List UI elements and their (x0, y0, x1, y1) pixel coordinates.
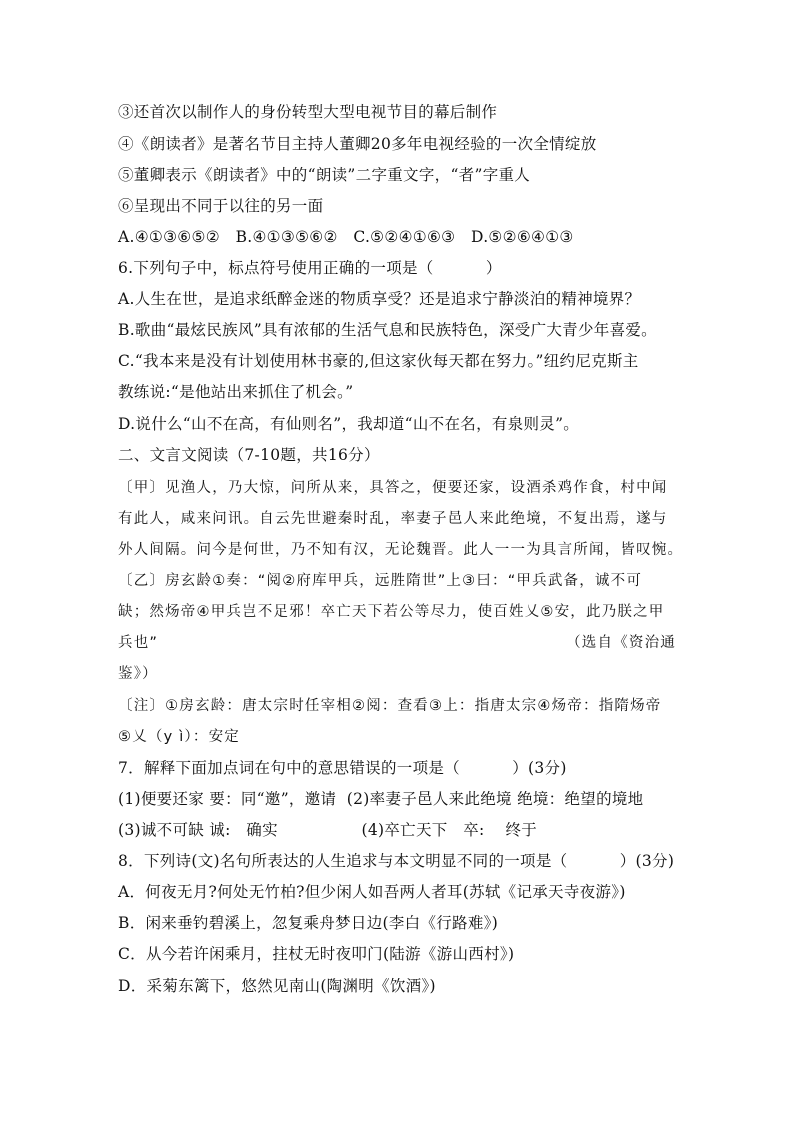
option-item-6: ⑥呈现出不同于以往的另一面 (118, 197, 324, 215)
option-item-5: ⑤董卿表示《朗读者》中的“朗读”二字重文字，“者”字重人 (118, 166, 531, 184)
question-7: 7．解释下面加点词在句中的意思错误的一项是（ ）(3分) (118, 759, 567, 777)
q6-choice-b: B.歌曲“最炫民族风”具有浓郁的生活气息和民族特色，深受广大青少年喜爱。 (118, 321, 657, 339)
q8-choice-c: C．从今若许闲乘月，拄杖无时夜叩门(陆游《游山西村》) (118, 945, 515, 963)
passage-jia-line-1: 〔甲〕见渔人，乃大惊，问所从来，具答之，便要还家，设酒杀鸡作食，村中闻 (118, 480, 668, 496)
annotation-line-2: ⑤乂（y ì）：安定 (118, 729, 240, 745)
passage-jia-line-2: 有此人，咸来问讯。自云先世避秦时乱，率妻子邑人来此绝境，不复出焉，遂与 (118, 511, 668, 527)
passage-yi-line-1: 〔乙〕房玄龄①奏：“阅②府库甲兵，远胜隋世”上③曰：“甲兵武备，诚不可 (118, 573, 643, 589)
annotation-line-1: 〔注〕①房玄龄：唐太宗时任宰相②阅：查看③上：指唐太宗④炀帝：指隋炀帝 (118, 698, 662, 714)
source-note-cont: 鉴》） (118, 666, 158, 682)
source-note: （选自《资治通 (566, 635, 676, 651)
option-item-4: ④《朗读者》是著名节目主持人董卿20多年电视经验的一次全情绽放 (118, 135, 597, 153)
passage-jia-line-3: 外人间隔。问今是何世，乃不知有汉，无论魏晋。此人一一为具言所闻，皆叹惋。 (118, 542, 684, 558)
q6-choice-c-cont: 教练说:“是他站出来抓住了机会。” (118, 383, 354, 401)
q6-choice-c: C.“我本来是没有计划使用林书豪的,但这家伙每天都在努力。”纽约尼克斯主 (118, 352, 639, 370)
q7-items-1-2: (1)便要还家 要：同“邀”，邀请 (2)率妻子邑人来此绝境 绝境：绝望的境地 (118, 790, 644, 808)
question-6: 6.下列句子中，标点符号使用正确的一项是（ ） (118, 259, 502, 277)
section-heading-classical: 二、文言文阅读（7-10题，共16分） (118, 446, 380, 464)
passage-yi-line-2: 缺；然炀帝④甲兵岂不足邪！卒亡天下若公等尽力，使百姓乂⑤安，此乃朕之甲 (118, 604, 665, 620)
question-8: 8．下列诗(文)名句所表达的人生追求与本文明显不同的一项是（ ）(3分) (118, 852, 675, 870)
option-item-3: ③还首次以制作人的身份转型大型电视节目的幕后制作 (118, 103, 498, 121)
answer-choices-q5: A.④①③⑥⑤② B.④①③⑤⑥② C.⑤②④①⑥③ D.⑤②⑥④①③ (118, 228, 574, 246)
q8-choice-d: D．采菊东篱下，悠然见南山(陶渊明《饮酒》) (118, 977, 436, 995)
q8-choice-b: B．闲来垂钓碧溪上，忽复乘舟梦日边(李白《行路难》) (118, 914, 499, 932)
q8-choice-a: A．何夜无月?何处无竹柏?但少闲人如吾两人者耳(苏轼《记承天寺夜游》) (118, 883, 626, 901)
q6-choice-d: D.说什么“山不在高，有仙则名”，我却道“山不在名，有泉则灵”。 (118, 415, 580, 433)
passage-yi-line-3: 兵也” (118, 635, 159, 651)
q7-items-3-4: (3)诚不可缺 诚: 确实 (4)卒亡天下 卒: 终于 (118, 821, 538, 839)
q6-choice-a: A.人生在世，是追求纸醉金迷的物质享受？还是追求宁静淡泊的精神境界？ (118, 290, 641, 308)
